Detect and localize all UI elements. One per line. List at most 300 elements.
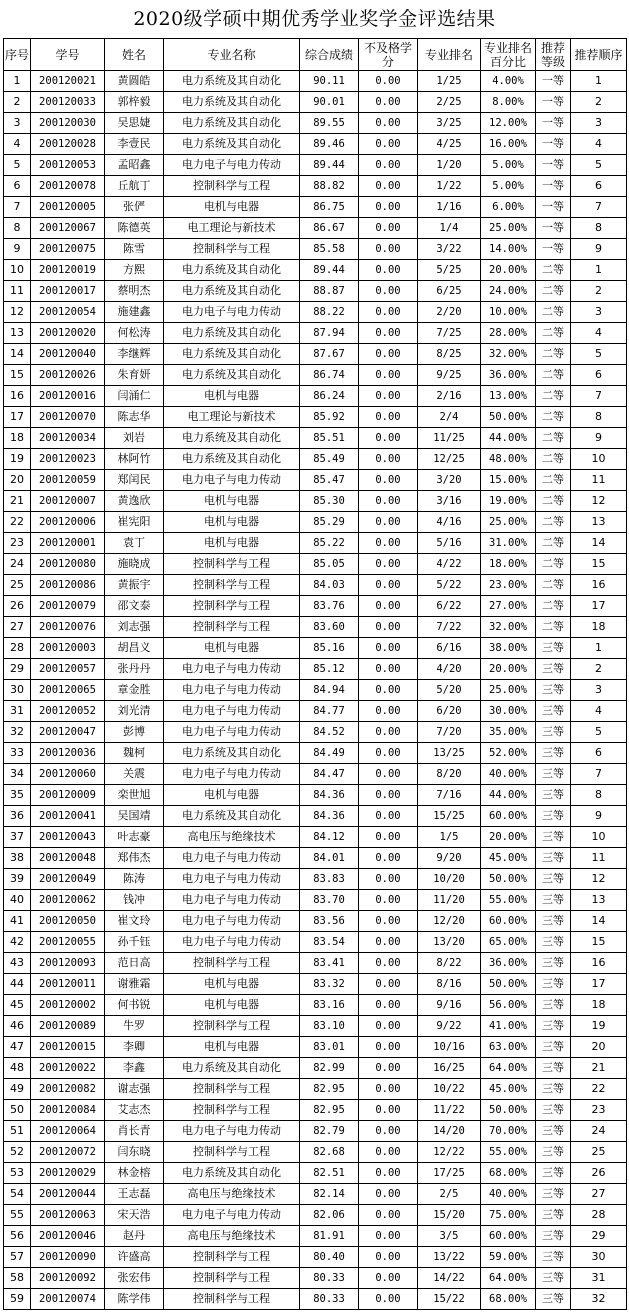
cell-failed-credits: 0.00 (359, 701, 418, 722)
cell-failed-credits: 0.00 (359, 869, 418, 890)
cell-total-score: 86.74 (300, 365, 359, 386)
cell-award-level: 二等 (536, 281, 571, 302)
cell-student-id: 200120017 (31, 281, 105, 302)
cell-index: 25 (4, 575, 31, 596)
cell-name: 方熙 (105, 260, 164, 281)
cell-total-score: 83.56 (300, 911, 359, 932)
cell-award-level: 二等 (536, 260, 571, 281)
cell-total-score: 83.01 (300, 1037, 359, 1058)
table-row (4, 1247, 627, 1268)
cell-award-order: 16 (571, 953, 627, 974)
cell-award-order: 5 (571, 155, 627, 176)
cell-award-level: 三等 (536, 1121, 571, 1142)
cell-student-id: 200120048 (31, 848, 105, 869)
cell-index: 53 (4, 1163, 31, 1184)
cell-index: 29 (4, 659, 31, 680)
cell-name: 许盛高 (105, 1247, 164, 1268)
cell-failed-credits: 0.00 (359, 1079, 418, 1100)
cell-award-level: 三等 (536, 1100, 571, 1121)
table-row (4, 113, 627, 134)
cell-award-level: 二等 (536, 617, 571, 638)
cell-total-score: 84.94 (300, 680, 359, 701)
table-row (4, 533, 627, 554)
cell-rank-percentile: 14.00% (481, 239, 536, 260)
cell-major-rank: 15/25 (418, 806, 481, 827)
cell-failed-credits: 0.00 (359, 491, 418, 512)
table-row (4, 470, 627, 491)
header-rank-percentile: 专业排名百分比 (481, 39, 536, 71)
cell-failed-credits: 0.00 (359, 1121, 418, 1142)
cell-rank-percentile: 44.00% (481, 428, 536, 449)
cell-major: 电力电子与电力传动 (164, 1205, 300, 1226)
cell-rank-percentile: 32.00% (481, 617, 536, 638)
cell-major-rank: 1/5 (418, 827, 481, 848)
table-row (4, 176, 627, 197)
cell-rank-percentile: 59.00% (481, 1247, 536, 1268)
cell-failed-credits: 0.00 (359, 596, 418, 617)
cell-major-rank: 13/25 (418, 743, 481, 764)
cell-award-order: 2 (571, 281, 627, 302)
cell-major-rank: 10/20 (418, 869, 481, 890)
cell-total-score: 83.10 (300, 1016, 359, 1037)
cell-student-id: 200120067 (31, 218, 105, 239)
cell-rank-percentile: 52.00% (481, 743, 536, 764)
cell-rank-percentile: 18.00% (481, 554, 536, 575)
cell-total-score: 85.47 (300, 470, 359, 491)
cell-failed-credits: 0.00 (359, 1037, 418, 1058)
cell-major: 电力电子与电力传动 (164, 701, 300, 722)
cell-major-rank: 6/20 (418, 701, 481, 722)
cell-award-order: 19 (571, 1016, 627, 1037)
cell-rank-percentile: 64.00% (481, 1058, 536, 1079)
table-row (4, 1016, 627, 1037)
cell-student-id: 200120026 (31, 365, 105, 386)
cell-failed-credits: 0.00 (359, 743, 418, 764)
cell-major-rank: 10/22 (418, 1079, 481, 1100)
cell-index: 10 (4, 260, 31, 281)
cell-award-level: 三等 (536, 1184, 571, 1205)
cell-failed-credits: 0.00 (359, 995, 418, 1016)
cell-award-level: 二等 (536, 323, 571, 344)
cell-major-rank: 14/22 (418, 1268, 481, 1289)
cell-name: 丘航丁 (105, 176, 164, 197)
cell-failed-credits: 0.00 (359, 638, 418, 659)
cell-total-score: 84.12 (300, 827, 359, 848)
cell-award-level: 二等 (536, 512, 571, 533)
cell-name: 陈志华 (105, 407, 164, 428)
cell-index: 35 (4, 785, 31, 806)
cell-major-rank: 14/20 (418, 1121, 481, 1142)
cell-award-level: 三等 (536, 1268, 571, 1289)
cell-award-order: 2 (571, 659, 627, 680)
cell-major: 电机与电器 (164, 512, 300, 533)
cell-major: 控制科学与工程 (164, 239, 300, 260)
cell-rank-percentile: 48.00% (481, 449, 536, 470)
cell-index: 4 (4, 134, 31, 155)
cell-student-id: 200120028 (31, 134, 105, 155)
cell-failed-credits: 0.00 (359, 659, 418, 680)
cell-index: 6 (4, 176, 31, 197)
table-row (4, 1121, 627, 1142)
cell-award-order: 6 (571, 743, 627, 764)
cell-award-order: 29 (571, 1226, 627, 1247)
cell-major: 电力电子与电力传动 (164, 869, 300, 890)
cell-index: 34 (4, 764, 31, 785)
cell-index: 43 (4, 953, 31, 974)
table-row (4, 1226, 627, 1247)
cell-name: 彭博 (105, 722, 164, 743)
cell-rank-percentile: 27.00% (481, 596, 536, 617)
table-row (4, 92, 627, 113)
cell-name: 张丹丹 (105, 659, 164, 680)
cell-major-rank: 1/4 (418, 218, 481, 239)
cell-award-order: 8 (571, 218, 627, 239)
cell-name: 崔宪阳 (105, 512, 164, 533)
cell-index: 16 (4, 386, 31, 407)
cell-student-id: 200120063 (31, 1205, 105, 1226)
cell-student-id: 200120015 (31, 1037, 105, 1058)
page-title: 2020级学硕中期优秀学业奖学金评选结果 (133, 8, 496, 30)
cell-failed-credits: 0.00 (359, 218, 418, 239)
cell-award-level: 二等 (536, 596, 571, 617)
cell-major-rank: 10/16 (418, 1037, 481, 1058)
cell-award-order: 7 (571, 764, 627, 785)
cell-total-score: 85.05 (300, 554, 359, 575)
cell-index: 27 (4, 617, 31, 638)
cell-student-id: 200120030 (31, 113, 105, 134)
cell-failed-credits: 0.00 (359, 890, 418, 911)
cell-total-score: 82.79 (300, 1121, 359, 1142)
cell-major-rank: 17/25 (418, 1163, 481, 1184)
cell-major-rank: 3/5 (418, 1226, 481, 1247)
cell-award-level: 三等 (536, 1247, 571, 1268)
cell-index: 51 (4, 1121, 31, 1142)
cell-major-rank: 5/22 (418, 575, 481, 596)
cell-failed-credits: 0.00 (359, 239, 418, 260)
cell-award-level: 三等 (536, 869, 571, 890)
cell-index: 48 (4, 1058, 31, 1079)
cell-rank-percentile: 4.00% (481, 71, 536, 92)
cell-major-rank: 2/4 (418, 407, 481, 428)
header-student-id: 学号 (31, 39, 105, 71)
cell-major-rank: 5/25 (418, 260, 481, 281)
cell-award-level: 二等 (536, 302, 571, 323)
cell-major-rank: 13/20 (418, 932, 481, 953)
cell-award-level: 三等 (536, 827, 571, 848)
cell-major-rank: 7/16 (418, 785, 481, 806)
cell-rank-percentile: 25.00% (481, 680, 536, 701)
cell-failed-credits: 0.00 (359, 806, 418, 827)
cell-failed-credits: 0.00 (359, 407, 418, 428)
cell-rank-percentile: 35.00% (481, 722, 536, 743)
cell-total-score: 89.46 (300, 134, 359, 155)
header-failed-credits: 不及格学分 (359, 39, 418, 71)
cell-name: 陈雪 (105, 239, 164, 260)
cell-award-level: 三等 (536, 680, 571, 701)
cell-total-score: 84.36 (300, 785, 359, 806)
cell-total-score: 85.22 (300, 533, 359, 554)
cell-student-id: 200120074 (31, 1289, 105, 1310)
cell-major: 电机与电器 (164, 533, 300, 554)
cell-total-score: 83.41 (300, 953, 359, 974)
cell-major: 电力系统及其自动化 (164, 1163, 300, 1184)
cell-total-score: 82.14 (300, 1184, 359, 1205)
cell-name: 施晓成 (105, 554, 164, 575)
cell-award-level: 三等 (536, 848, 571, 869)
cell-rank-percentile: 30.00% (481, 701, 536, 722)
cell-award-order: 8 (571, 407, 627, 428)
cell-rank-percentile: 20.00% (481, 659, 536, 680)
cell-total-score: 86.67 (300, 218, 359, 239)
cell-award-level: 二等 (536, 428, 571, 449)
cell-failed-credits: 0.00 (359, 428, 418, 449)
cell-name: 邵文泰 (105, 596, 164, 617)
cell-index: 37 (4, 827, 31, 848)
cell-name: 陈德英 (105, 218, 164, 239)
cell-total-score: 86.75 (300, 197, 359, 218)
cell-award-level: 三等 (536, 806, 571, 827)
cell-failed-credits: 0.00 (359, 1163, 418, 1184)
table-row (4, 428, 627, 449)
cell-major: 电机与电器 (164, 386, 300, 407)
cell-rank-percentile: 36.00% (481, 365, 536, 386)
header-name: 姓名 (105, 39, 164, 71)
cell-total-score: 82.06 (300, 1205, 359, 1226)
cell-major: 控制科学与工程 (164, 953, 300, 974)
cell-index: 15 (4, 365, 31, 386)
cell-failed-credits: 0.00 (359, 449, 418, 470)
cell-rank-percentile: 15.00% (481, 470, 536, 491)
cell-failed-credits: 0.00 (359, 344, 418, 365)
cell-rank-percentile: 64.00% (481, 1268, 536, 1289)
cell-failed-credits: 0.00 (359, 1289, 418, 1310)
table-row (4, 554, 627, 575)
cell-major-rank: 9/22 (418, 1016, 481, 1037)
cell-name: 谢雅霜 (105, 974, 164, 995)
cell-index: 40 (4, 890, 31, 911)
cell-index: 50 (4, 1100, 31, 1121)
cell-award-level: 一等 (536, 113, 571, 134)
cell-name: 章金胜 (105, 680, 164, 701)
cell-index: 11 (4, 281, 31, 302)
cell-rank-percentile: 55.00% (481, 1142, 536, 1163)
cell-major-rank: 7/22 (418, 617, 481, 638)
cell-failed-credits: 0.00 (359, 680, 418, 701)
cell-student-id: 200120053 (31, 155, 105, 176)
cell-failed-credits: 0.00 (359, 386, 418, 407)
cell-student-id: 200120040 (31, 344, 105, 365)
cell-name: 郑伟杰 (105, 848, 164, 869)
cell-award-level: 三等 (536, 911, 571, 932)
table-row (4, 197, 627, 218)
cell-award-level: 三等 (536, 1142, 571, 1163)
cell-major: 电力系统及其自动化 (164, 113, 300, 134)
cell-index: 19 (4, 449, 31, 470)
cell-index: 38 (4, 848, 31, 869)
cell-total-score: 90.11 (300, 71, 359, 92)
cell-major: 控制科学与工程 (164, 1142, 300, 1163)
cell-total-score: 88.87 (300, 281, 359, 302)
cell-student-id: 200120050 (31, 911, 105, 932)
cell-award-level: 三等 (536, 764, 571, 785)
cell-major-rank: 13/22 (418, 1247, 481, 1268)
cell-index: 8 (4, 218, 31, 239)
cell-failed-credits: 0.00 (359, 1142, 418, 1163)
cell-rank-percentile: 45.00% (481, 1079, 536, 1100)
cell-award-order: 22 (571, 1079, 627, 1100)
cell-student-id: 200120016 (31, 386, 105, 407)
cell-rank-percentile: 75.00% (481, 1205, 536, 1226)
cell-name: 李鑫 (105, 1058, 164, 1079)
cell-index: 58 (4, 1268, 31, 1289)
cell-major-rank: 5/16 (418, 533, 481, 554)
cell-award-level: 一等 (536, 92, 571, 113)
cell-failed-credits: 0.00 (359, 1058, 418, 1079)
cell-name: 袁丁 (105, 533, 164, 554)
cell-total-score: 84.52 (300, 722, 359, 743)
cell-student-id: 200120093 (31, 953, 105, 974)
cell-failed-credits: 0.00 (359, 176, 418, 197)
cell-failed-credits: 0.00 (359, 932, 418, 953)
cell-major: 电力电子与电力传动 (164, 302, 300, 323)
cell-rank-percentile: 68.00% (481, 1163, 536, 1184)
cell-failed-credits: 0.00 (359, 197, 418, 218)
cell-name: 林阿竹 (105, 449, 164, 470)
cell-rank-percentile: 50.00% (481, 407, 536, 428)
cell-major-rank: 2/20 (418, 302, 481, 323)
cell-major: 电力系统及其自动化 (164, 92, 300, 113)
table-row (4, 1289, 627, 1310)
cell-total-score: 82.68 (300, 1142, 359, 1163)
cell-total-score: 82.99 (300, 1058, 359, 1079)
cell-major-rank: 5/20 (418, 680, 481, 701)
cell-major: 电力系统及其自动化 (164, 428, 300, 449)
cell-major: 控制科学与工程 (164, 1079, 300, 1100)
cell-name: 叶志豪 (105, 827, 164, 848)
table-row (4, 659, 627, 680)
cell-name: 牛罗 (105, 1016, 164, 1037)
cell-failed-credits: 0.00 (359, 722, 418, 743)
cell-major: 电力系统及其自动化 (164, 449, 300, 470)
cell-total-score: 83.60 (300, 617, 359, 638)
cell-failed-credits: 0.00 (359, 1205, 418, 1226)
cell-rank-percentile: 13.00% (481, 386, 536, 407)
table-row (4, 638, 627, 659)
cell-index: 55 (4, 1205, 31, 1226)
cell-index: 42 (4, 932, 31, 953)
cell-rank-percentile: 65.00% (481, 932, 536, 953)
cell-total-score: 83.32 (300, 974, 359, 995)
table-row (4, 1163, 627, 1184)
cell-award-order: 1 (571, 260, 627, 281)
cell-award-level: 一等 (536, 155, 571, 176)
cell-total-score: 84.01 (300, 848, 359, 869)
cell-award-level: 二等 (536, 533, 571, 554)
cell-student-id: 200120078 (31, 176, 105, 197)
cell-award-order: 13 (571, 512, 627, 533)
cell-major: 电机与电器 (164, 1037, 300, 1058)
cell-major-rank: 15/20 (418, 1205, 481, 1226)
cell-rank-percentile: 20.00% (481, 827, 536, 848)
table-row (4, 764, 627, 785)
cell-award-level: 三等 (536, 974, 571, 995)
cell-award-order: 15 (571, 554, 627, 575)
cell-award-order: 4 (571, 134, 627, 155)
cell-award-level: 三等 (536, 1058, 571, 1079)
cell-major: 控制科学与工程 (164, 554, 300, 575)
cell-rank-percentile: 40.00% (481, 764, 536, 785)
cell-major: 电力电子与电力传动 (164, 470, 300, 491)
cell-award-order: 12 (571, 491, 627, 512)
cell-name: 闫东晓 (105, 1142, 164, 1163)
cell-major: 电机与电器 (164, 785, 300, 806)
cell-major: 电力系统及其自动化 (164, 71, 300, 92)
cell-index: 45 (4, 995, 31, 1016)
cell-student-id: 200120034 (31, 428, 105, 449)
cell-name: 宋天浩 (105, 1205, 164, 1226)
cell-award-order: 6 (571, 365, 627, 386)
cell-index: 23 (4, 533, 31, 554)
cell-award-level: 二等 (536, 344, 571, 365)
table-row (4, 827, 627, 848)
cell-student-id: 200120057 (31, 659, 105, 680)
cell-rank-percentile: 10.00% (481, 302, 536, 323)
cell-award-order: 13 (571, 890, 627, 911)
cell-rank-percentile: 40.00% (481, 1184, 536, 1205)
cell-total-score: 85.29 (300, 512, 359, 533)
header-major: 专业名称 (164, 39, 300, 71)
cell-name: 蔡明杰 (105, 281, 164, 302)
cell-major: 高电压与绝缘技术 (164, 1184, 300, 1205)
cell-failed-credits: 0.00 (359, 71, 418, 92)
cell-rank-percentile: 41.00% (481, 1016, 536, 1037)
cell-rank-percentile: 23.00% (481, 575, 536, 596)
table-header (4, 39, 627, 71)
cell-failed-credits: 0.00 (359, 1226, 418, 1247)
table-row (4, 785, 627, 806)
cell-rank-percentile: 32.00% (481, 344, 536, 365)
cell-rank-percentile: 44.00% (481, 785, 536, 806)
cell-award-level: 三等 (536, 1289, 571, 1310)
cell-major-rank: 2/16 (418, 386, 481, 407)
cell-total-score: 83.83 (300, 869, 359, 890)
cell-total-score: 85.92 (300, 407, 359, 428)
cell-rank-percentile: 60.00% (481, 806, 536, 827)
cell-award-order: 18 (571, 617, 627, 638)
cell-index: 33 (4, 743, 31, 764)
cell-award-order: 3 (571, 680, 627, 701)
header-row (4, 39, 627, 71)
cell-award-order: 18 (571, 995, 627, 1016)
cell-failed-credits: 0.00 (359, 260, 418, 281)
cell-index: 30 (4, 680, 31, 701)
cell-major-rank: 9/16 (418, 995, 481, 1016)
cell-rank-percentile: 28.00% (481, 323, 536, 344)
cell-failed-credits: 0.00 (359, 512, 418, 533)
cell-name: 艾志杰 (105, 1100, 164, 1121)
cell-major: 电机与电器 (164, 638, 300, 659)
cell-award-order: 23 (571, 1100, 627, 1121)
cell-name: 刘光清 (105, 701, 164, 722)
cell-index: 41 (4, 911, 31, 932)
cell-total-score: 82.51 (300, 1163, 359, 1184)
cell-total-score: 85.12 (300, 659, 359, 680)
cell-failed-credits: 0.00 (359, 554, 418, 575)
cell-index: 46 (4, 1016, 31, 1037)
cell-total-score: 83.54 (300, 932, 359, 953)
cell-student-id: 200120019 (31, 260, 105, 281)
cell-major: 电力电子与电力传动 (164, 764, 300, 785)
